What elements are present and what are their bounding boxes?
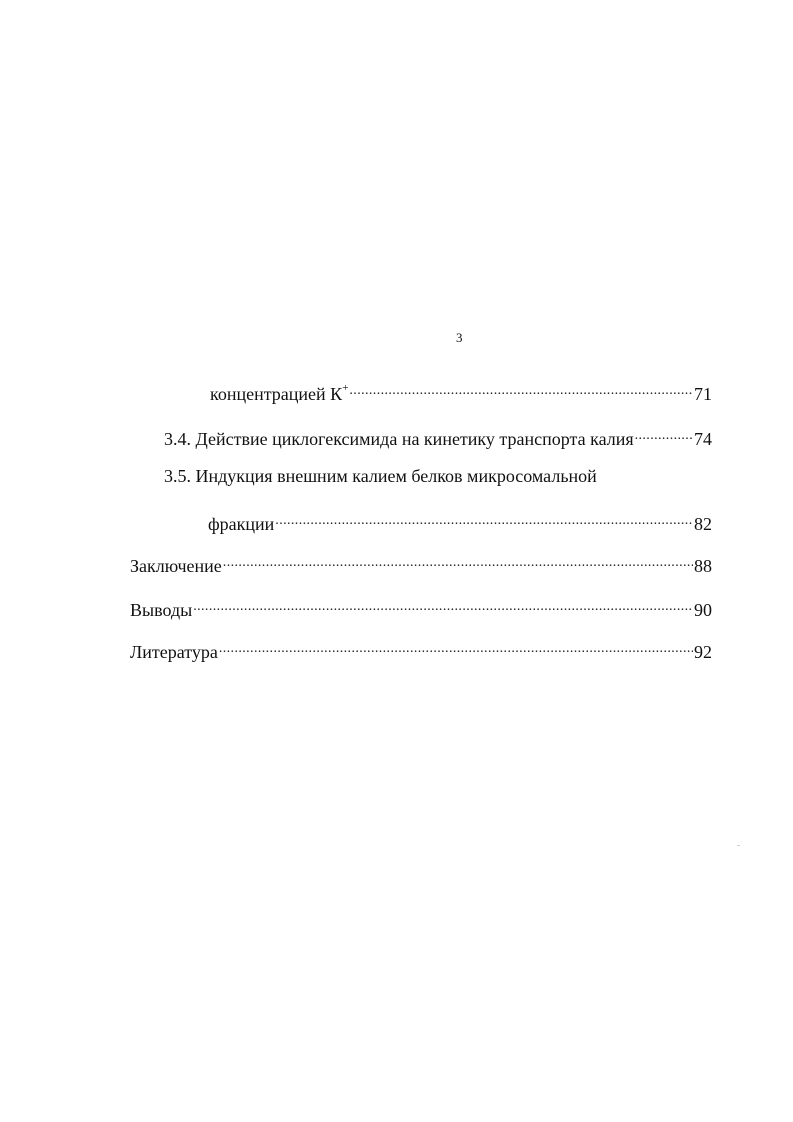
dot-leader [275,508,693,530]
toc-entry-3-5 [164,465,634,487]
scan-artifact [737,845,740,846]
toc-entry-page: 90 [694,600,712,620]
toc-entry-findings [130,594,712,621]
toc-entry-references [130,636,712,663]
dot-leader [349,378,693,400]
toc-entry-page: 88 [694,556,712,576]
toc-entry-title: Выводы [130,600,193,620]
toc-entry-conclusion [130,550,712,577]
dot-leader [193,594,693,616]
toc-entry-title: концентрацией К+ [210,382,349,404]
toc-entry-3-5-continued [208,508,712,535]
toc-entry-page: 74 [694,429,712,449]
toc-entry-3-4 [164,423,712,450]
toc-entry-page: 71 [694,384,712,404]
dot-leader [635,423,693,445]
toc-entry-page: 82 [694,514,712,534]
dot-leader [219,636,693,658]
toc-entry-title: Заключение [130,556,222,576]
toc-entry-title: фракции [208,514,275,534]
dot-leader [223,550,693,572]
superscript: + [342,382,349,394]
page-number: 3 [456,330,463,345]
toc-entry-page: 92 [694,642,712,662]
toc-entry-title: 3.5. Индукция внешним калием белков микросомальной [164,466,597,486]
toc-entry-title: 3.4. Действие циклогексимида на кинетику транспорта калия [164,429,634,449]
toc-entry-title: Литература [130,642,218,662]
toc-entry-potassium-concentration [210,378,712,405]
